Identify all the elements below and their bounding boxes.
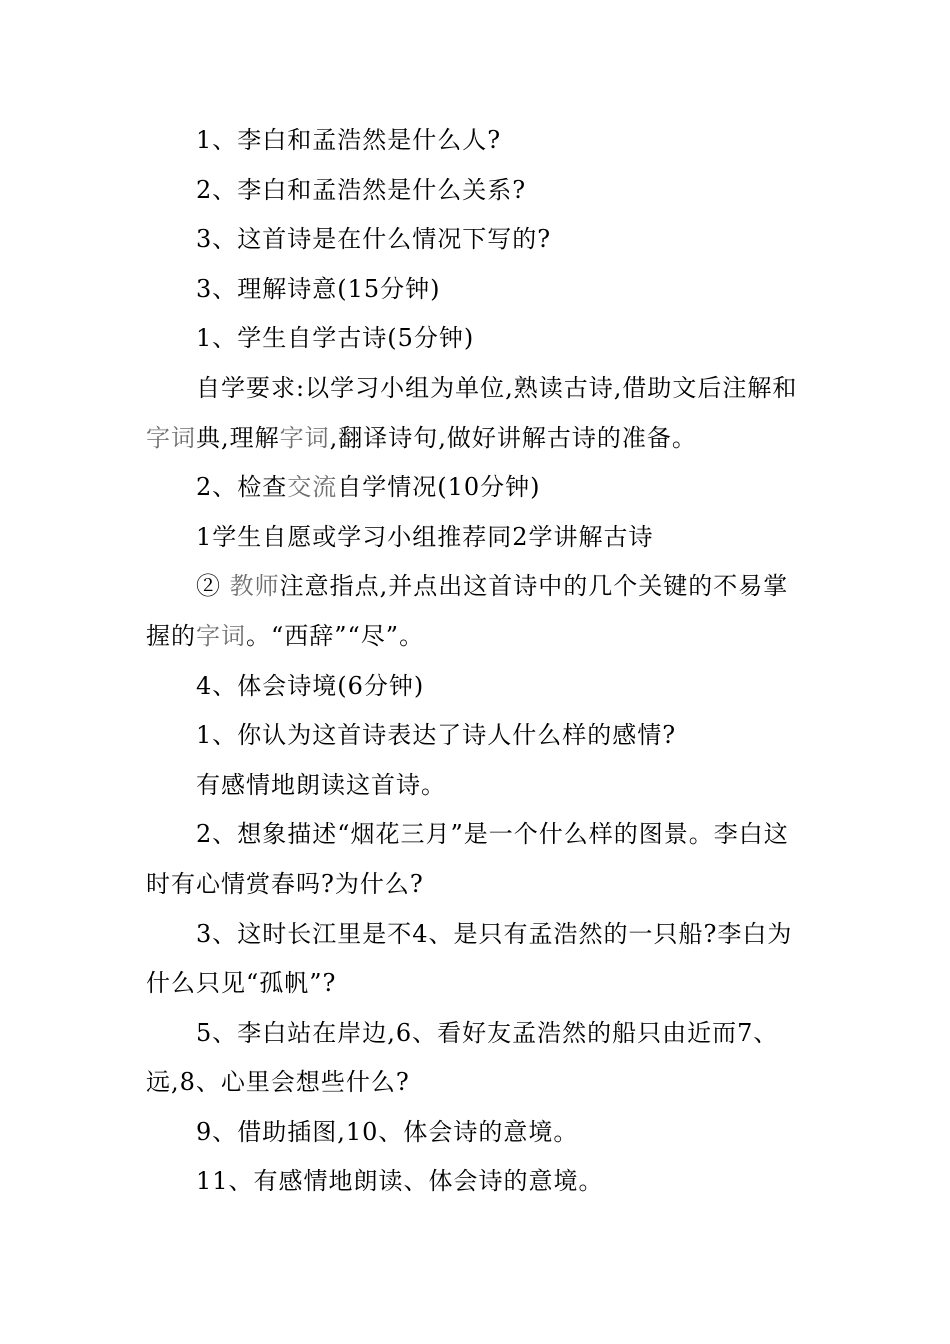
- document-body: [146, 116, 810, 1207]
- document-paragraph: [146, 215, 810, 265]
- paragraph-text: 注意指点,并点出这首诗中的几个关键的不易掌握的: [146, 572, 789, 650]
- document-paragraph: [146, 314, 810, 364]
- document-paragraph: [146, 1108, 810, 1158]
- paragraph-text: ,翻译诗句,做好讲解古诗的准备。: [329, 423, 697, 452]
- paragraph-text: 有感情地朗读这首诗。: [196, 770, 446, 799]
- highlighted-term: 交流: [287, 473, 338, 502]
- document-paragraph: [146, 1157, 810, 1207]
- paragraph-text: 自学要求:以学习小组为单位,熟读古诗,借助文后注解和: [196, 373, 798, 402]
- paragraph-text: 1、你认为这首诗表达了诗人什么样的感情?: [196, 721, 677, 750]
- paragraph-text: 9、借助插图,10、体会诗的意境。: [196, 1117, 579, 1146]
- paragraph-text: ②: [196, 572, 230, 601]
- paragraph-text: 1学生自愿或学习小组推荐同2学讲解古诗: [196, 522, 654, 551]
- document-paragraph: [146, 1009, 810, 1108]
- paragraph-text: 3、理解诗意(15分钟): [196, 274, 441, 303]
- paragraph-text: 。“西辞”“尽”。: [246, 621, 425, 650]
- paragraph-text: 3、这首诗是在什么情况下写的?: [196, 225, 552, 254]
- document-paragraph: [146, 662, 810, 712]
- document-paragraph: [146, 116, 810, 166]
- document-paragraph: [146, 513, 810, 563]
- paragraph-text: 1、学生自学古诗(5分钟): [196, 324, 475, 353]
- highlighted-term: 字词: [196, 621, 246, 650]
- document-paragraph: [146, 910, 810, 1009]
- highlighted-term: 字词: [146, 423, 196, 452]
- paragraph-text: 4、体会诗境(6分钟): [196, 671, 425, 700]
- document-paragraph: [146, 562, 810, 661]
- paragraph-text: 2、李白和孟浩然是什么关系?: [196, 175, 527, 204]
- paragraph-text: 5、李白站在岸边,6、看好友孟浩然的船只由近而7、远,8、心里会想些什么?: [146, 1018, 779, 1097]
- document-paragraph: [146, 761, 810, 811]
- paragraph-text: 自学情况(10分钟): [337, 473, 541, 502]
- paragraph-text: 11、有感情地朗读、体会诗的意境。: [196, 1167, 604, 1196]
- document-paragraph: [146, 166, 810, 216]
- paragraph-text: 典,理解: [196, 423, 280, 452]
- highlighted-term: 教师: [229, 572, 280, 601]
- paragraph-text: 2、想象描述“烟花三月”是一个什么样的图景。李白这时有心情赏春吗?为什么?: [146, 820, 789, 898]
- document-paragraph: [146, 810, 810, 909]
- document-paragraph: [146, 463, 810, 513]
- highlighted-term: 字词: [279, 423, 330, 452]
- paragraph-text: 3、这时长江里是不4、是只有孟浩然的一只船?李白为什么只见“孤帆”?: [146, 919, 793, 998]
- document-paragraph: [146, 364, 810, 463]
- document-paragraph: [146, 711, 810, 761]
- document-paragraph: [146, 265, 810, 315]
- paragraph-text: 2、检查: [196, 473, 288, 502]
- paragraph-text: 1、李白和孟浩然是什么人?: [196, 126, 502, 154]
